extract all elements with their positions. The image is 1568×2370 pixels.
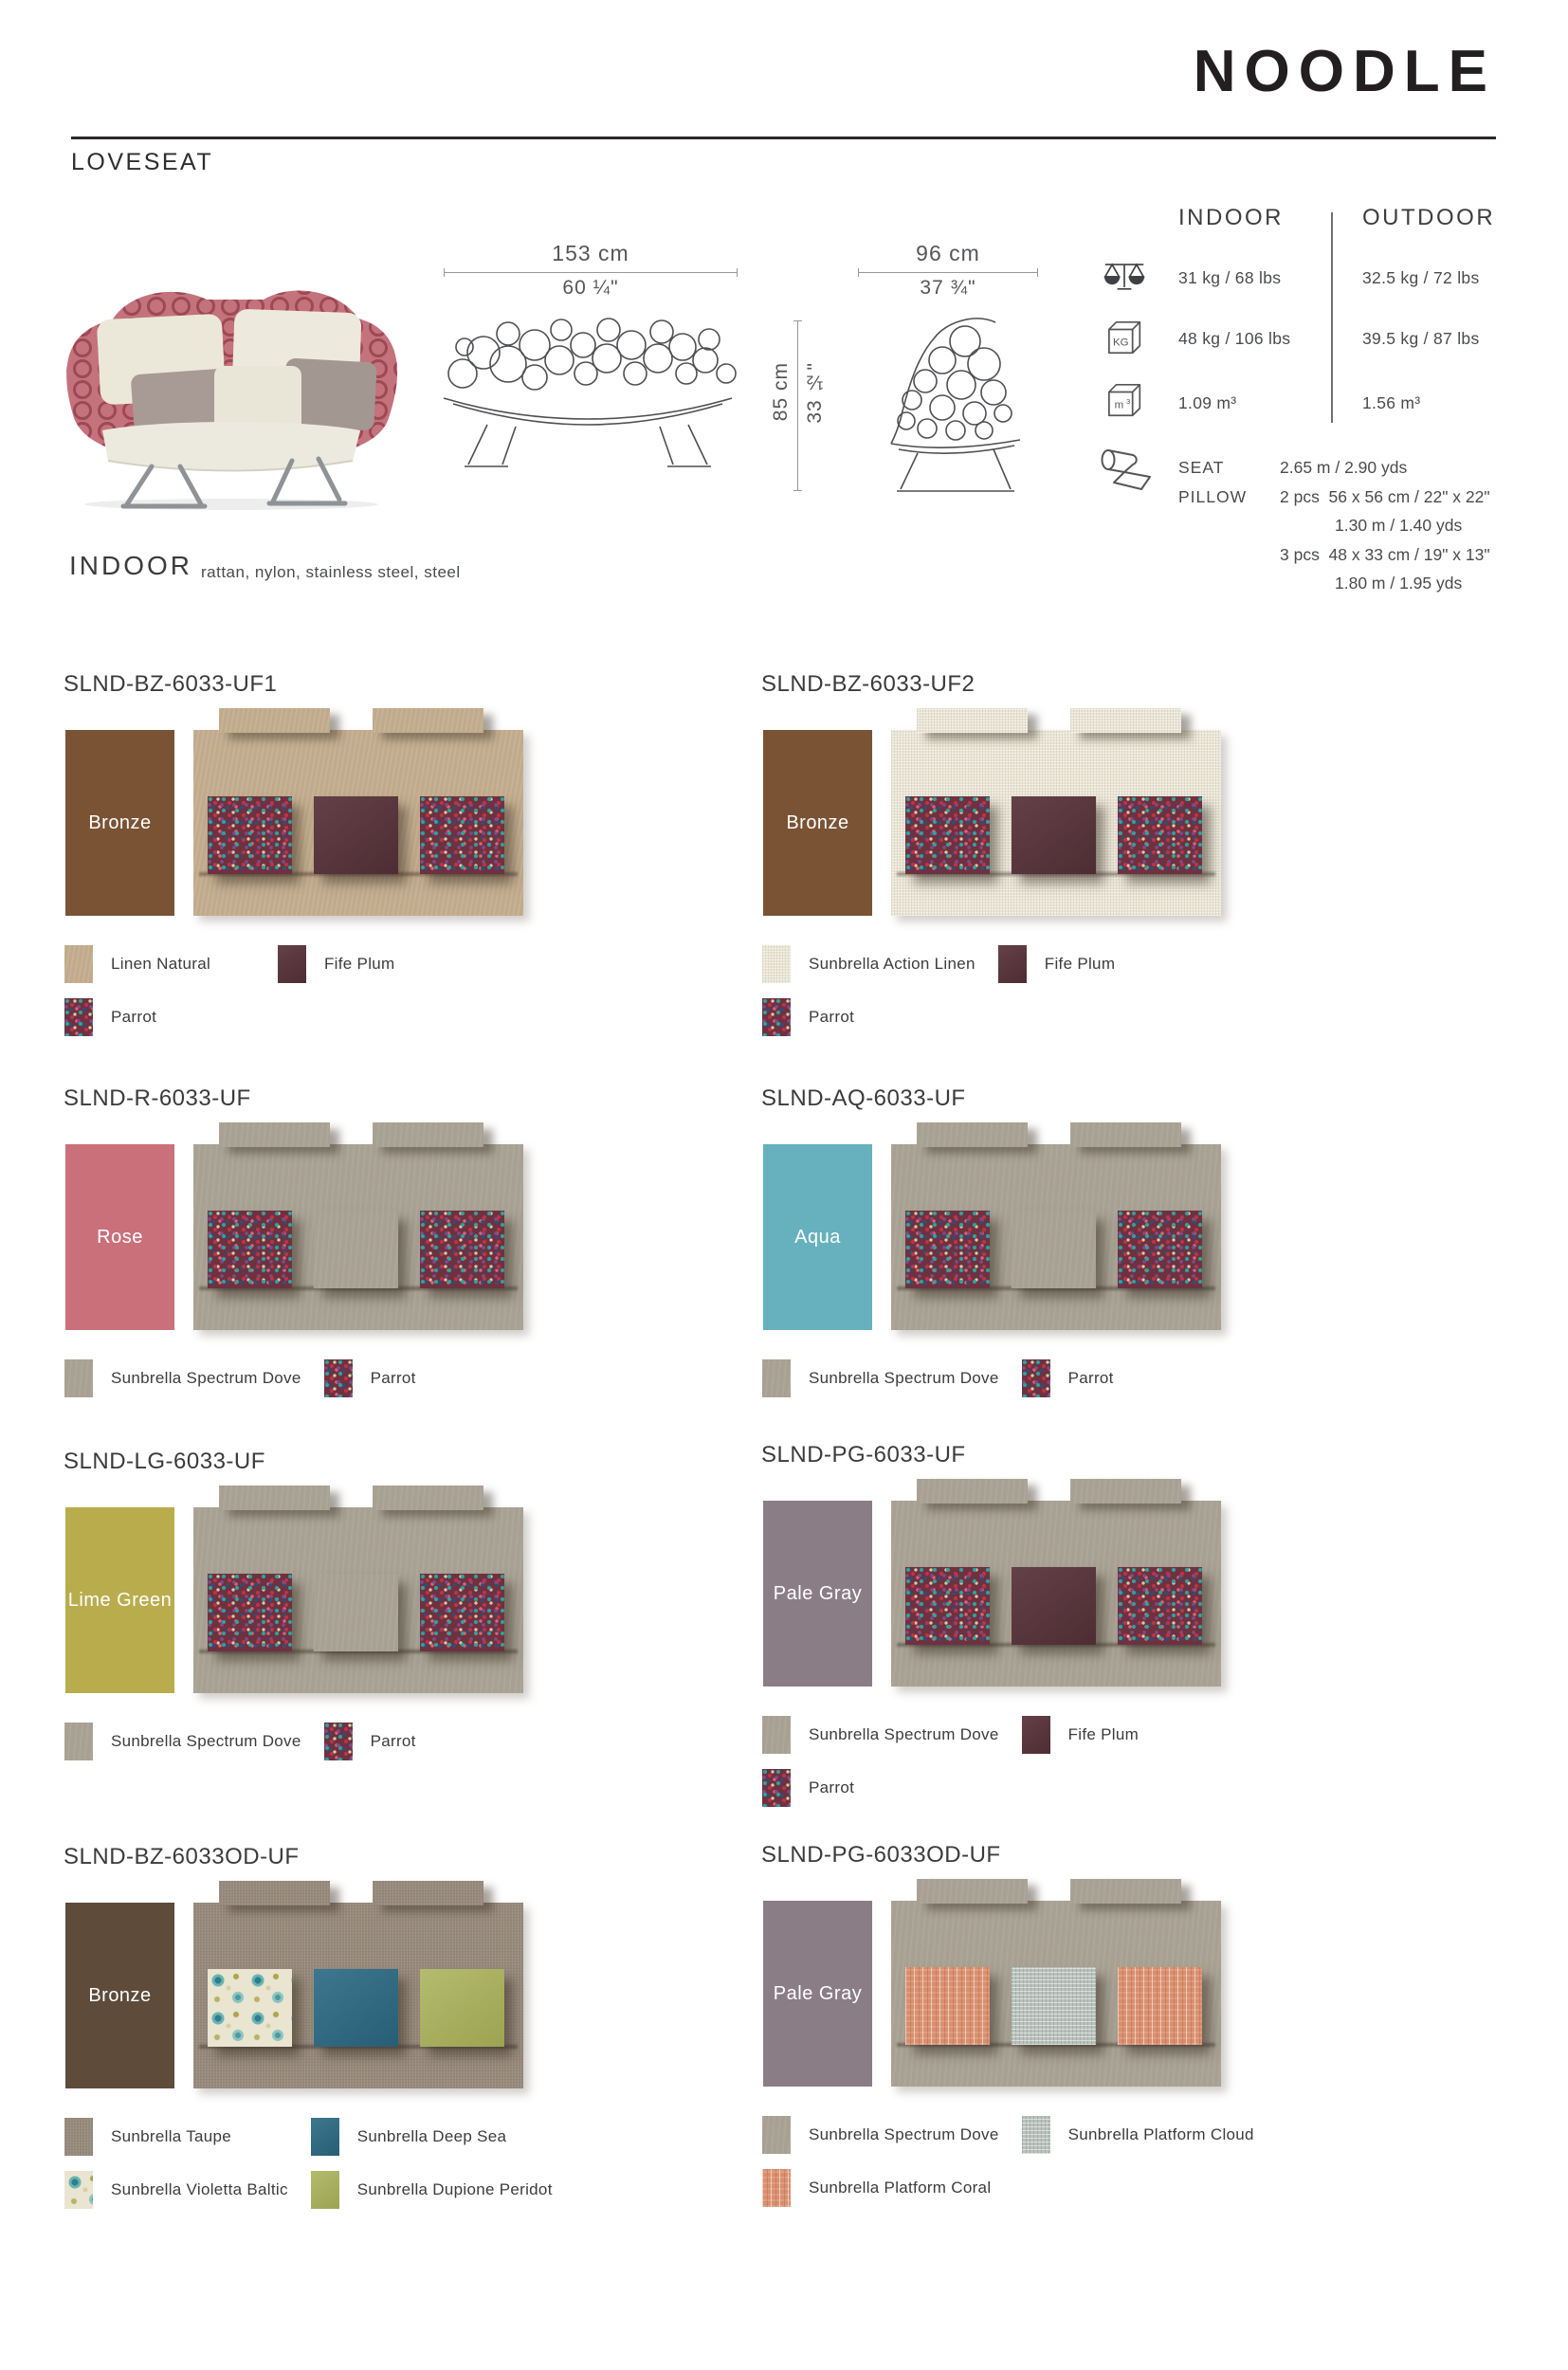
frame-color-label: Bronze [88, 1984, 152, 2006]
pillow-swatch [1118, 796, 1202, 874]
legend-swatch [311, 2171, 339, 2209]
fabric-composite [891, 1479, 1221, 1686]
variant-sku: SLND-BZ-6033-UF2 [761, 671, 975, 697]
front-view-drawing [428, 305, 751, 476]
fabric-legend [64, 1723, 439, 1776]
fabric-row-text: 1.30 m / 1.40 yds [1335, 516, 1463, 535]
legend-item [64, 945, 278, 983]
legend-item [1022, 1716, 1162, 1754]
legend-label: Parrot [809, 1778, 855, 1796]
backrest-tab [219, 708, 330, 733]
frame-color-swatch [65, 1903, 174, 2088]
weight-indoor: 31 kg / 68 lbs [1178, 268, 1282, 287]
fabric-legend [762, 945, 1138, 1051]
legend-label: Sunbrella Dupione Peridot [356, 2180, 553, 2198]
backrest-tab [373, 1486, 483, 1510]
backrest-tab [1070, 1122, 1181, 1147]
fabric-row [1178, 487, 1567, 507]
pillow-swatch [314, 1211, 398, 1288]
fabric-row [1178, 545, 1567, 565]
legend-item [64, 1723, 324, 1760]
legend-swatch [324, 1723, 353, 1760]
height-metric: 85 cm [770, 362, 792, 422]
fabric-roll-icon [1098, 447, 1153, 491]
legend-swatch [762, 1716, 791, 1754]
pillow-swatch [1118, 1211, 1202, 1288]
legend-item [762, 2116, 1022, 2154]
legend-label: Parrot [1067, 1369, 1114, 1387]
pillow-swatch [905, 1967, 990, 2045]
fabric-row-label: PILLOW [1178, 487, 1248, 506]
variant-sku: SLND-BZ-6033-UF1 [64, 671, 278, 697]
legend-swatch [64, 1723, 93, 1760]
fabric-row [1178, 516, 1567, 536]
fabric-row-label [1178, 516, 1280, 536]
fabric-composite [891, 708, 1221, 916]
backrest-tab [1070, 1879, 1181, 1904]
variant-sku: SLND-LG-6033-UF [64, 1449, 265, 1474]
pillow-swatch [1118, 1567, 1202, 1645]
packed-weight-outdoor: 39.5 kg / 87 lbs [1362, 329, 1480, 348]
legend-label: Sunbrella Spectrum Dove [809, 1725, 999, 1743]
legend-swatch [998, 945, 1027, 983]
variant-sku: SLND-PG-6033-UF [761, 1442, 966, 1468]
variant-sku: SLND-PG-6033OD-UF [761, 1842, 1001, 1868]
backrest-tab [373, 1122, 483, 1147]
legend-swatch [64, 2171, 93, 2209]
variant-card [64, 1085, 580, 1476]
kg-cube-icon [1105, 319, 1147, 358]
legend-item [1022, 2116, 1277, 2154]
frame-color-label: Aqua [794, 1226, 841, 1248]
svg-text:m: m [1114, 399, 1124, 411]
specs-col-indoor: INDOOR [1178, 205, 1284, 230]
legend-label: Parrot [809, 1008, 855, 1026]
pillow-swatch [1012, 1211, 1096, 1288]
legend-item [64, 2118, 311, 2156]
pillow-swatch [905, 1211, 990, 1288]
legend-label: Parrot [370, 1732, 416, 1750]
backrest-tab [1070, 708, 1181, 733]
variant-card [64, 1844, 580, 2234]
legend-swatch [64, 945, 93, 983]
legend-label: Fife Plum [1044, 955, 1116, 973]
legend-label: Sunbrella Platform Cloud [1067, 2125, 1254, 2143]
fabric-composite [193, 1881, 523, 2088]
fabric-row-label [1178, 545, 1280, 565]
pillow-swatch [314, 1574, 398, 1651]
category-title: INDOOR [69, 551, 192, 580]
legend-label: Sunbrella Action Linen [809, 955, 975, 973]
legend-label: Sunbrella Spectrum Dove [111, 1369, 301, 1387]
volume-outdoor: 1.56 m³ [1362, 393, 1421, 412]
variant-sku: SLND-R-6033-UF [64, 1085, 251, 1111]
pillow-swatch [208, 796, 292, 874]
volume-indoor: 1.09 m³ [1178, 393, 1237, 412]
depth-dimension [858, 241, 1038, 300]
specs-col-outdoor: OUTDOOR [1362, 205, 1496, 230]
page-title: LOVESEAT [71, 149, 214, 175]
fabric-row-label: SEAT [1178, 458, 1225, 477]
variant-card [761, 1085, 1278, 1476]
backrest-tab [219, 1486, 330, 1510]
legend-swatch [762, 2169, 791, 2207]
pillow-swatch [208, 1574, 292, 1651]
variant-card [761, 1442, 1278, 1832]
legend-swatch [762, 2116, 791, 2154]
weight-outdoor: 32.5 kg / 72 lbs [1362, 268, 1480, 287]
frame-color-label: Pale Gray [773, 1582, 863, 1604]
legend-item [311, 2171, 575, 2209]
svg-text:3: 3 [1126, 396, 1131, 406]
frame-color-swatch [763, 1501, 872, 1686]
frame-color-label: Bronze [786, 811, 849, 833]
fabric-legend [762, 1716, 1161, 1822]
frame-color-swatch [65, 1144, 174, 1330]
fabric-legend [64, 2118, 575, 2224]
variant-sku: SLND-BZ-6033OD-UF [64, 1844, 300, 1869]
fabric-row-text: 2 pcs 56 x 56 cm / 22" x 22" [1280, 487, 1490, 506]
depth-metric: 96 cm [916, 241, 980, 265]
legend-label: Sunbrella Taupe [111, 2127, 232, 2145]
legend-item [998, 945, 1139, 983]
product-photo [46, 233, 417, 510]
backrest-tab [917, 1122, 1028, 1147]
pillow-swatch [420, 796, 504, 874]
frame-color-swatch [65, 730, 174, 916]
fabric-composite [891, 1122, 1221, 1330]
fabric-row-text: 1.80 m / 1.95 yds [1335, 574, 1463, 592]
backrest-tab [219, 1881, 330, 1905]
frame-color-swatch [65, 1507, 174, 1693]
pillow-swatch [314, 1969, 398, 2047]
frame-color-swatch [763, 1901, 872, 2087]
legend-label: Sunbrella Deep Sea [356, 2127, 507, 2145]
legend-label: Parrot [370, 1369, 416, 1387]
backrest-tab [219, 1122, 330, 1147]
pillow-swatch [420, 1969, 504, 2047]
legend-label: Sunbrella Platform Coral [809, 2179, 992, 2197]
fabric-composite [193, 708, 523, 916]
legend-label: Fife Plum [1067, 1725, 1140, 1743]
fabric-row-text: 2.65 m / 2.90 yds [1280, 458, 1408, 477]
legend-item [64, 998, 278, 1036]
fabric-composite [193, 1122, 523, 1330]
backrest-tab [917, 708, 1028, 733]
variant-card [761, 671, 1278, 1062]
category-materials: rattan, nylon, stainless steel, steel [201, 563, 461, 581]
legend-item [762, 945, 998, 983]
frame-color-label: Rose [97, 1226, 143, 1248]
height-imperial: 33 ½" [804, 362, 826, 424]
pillow-swatch [208, 1211, 292, 1288]
legend-label: Sunbrella Spectrum Dove [809, 2125, 999, 2143]
width-metric: 153 cm [552, 241, 629, 265]
backrest-tab [917, 1479, 1028, 1504]
variant-card [761, 1842, 1278, 2233]
pillow-swatch [208, 1969, 292, 2047]
fabric-legend [762, 1359, 1137, 1413]
legend-swatch [324, 1359, 353, 1397]
backrest-tab [1070, 1479, 1181, 1504]
fabric-row-label [1178, 574, 1280, 593]
width-dimension-line [444, 272, 738, 273]
variant-card [64, 1449, 580, 1839]
legend-swatch [762, 1359, 791, 1397]
legend-label: Sunbrella Violetta Baltic [111, 2180, 288, 2198]
collection-title: NOODLE [1193, 39, 1496, 104]
legend-item [311, 2118, 575, 2156]
legend-item [324, 1723, 439, 1760]
pillow-swatch [1012, 796, 1096, 874]
variant-sku: SLND-AQ-6033-UF [761, 1085, 966, 1111]
legend-item [324, 1359, 439, 1397]
legend-swatch [762, 945, 791, 983]
side-view-drawing [851, 305, 1050, 500]
legend-item [762, 1769, 1022, 1807]
pillow-swatch [420, 1574, 504, 1651]
fabric-composite [193, 1486, 523, 1693]
depth-dimension-line [858, 272, 1038, 273]
legend-item [762, 1359, 1022, 1397]
svg-text:KG: KG [1113, 337, 1129, 349]
legend-item [278, 945, 418, 983]
fabric-composite [891, 1879, 1221, 2087]
depth-imperial: 37 ¾" [920, 277, 976, 299]
pillow-swatch [905, 1567, 990, 1645]
legend-swatch [64, 998, 93, 1036]
legend-label: Parrot [111, 1008, 157, 1026]
fabric-row-text: 3 pcs 48 x 33 cm / 19" x 13" [1280, 545, 1490, 564]
frame-color-swatch [763, 1144, 872, 1330]
width-dimension [444, 241, 738, 300]
fabric-legend [64, 945, 418, 1051]
legend-item [64, 2171, 311, 2209]
fabric-row [1178, 458, 1567, 478]
legend-item [762, 2169, 1022, 2207]
header-rule [71, 137, 1496, 139]
legend-label: Sunbrella Spectrum Dove [809, 1369, 999, 1387]
legend-swatch [278, 945, 306, 983]
pillow-swatch [420, 1211, 504, 1288]
legend-swatch [1022, 2116, 1050, 2154]
packed-weight-indoor: 48 kg / 106 lbs [1178, 329, 1291, 348]
legend-label: Fife Plum [324, 955, 395, 973]
pillow-swatch [905, 796, 990, 874]
legend-item [762, 1716, 1022, 1754]
legend-item [1022, 1359, 1137, 1397]
frame-color-label: Pale Gray [773, 1982, 863, 2004]
legend-swatch [311, 2118, 339, 2156]
legend-label: Linen Natural [111, 955, 211, 973]
variant-card [64, 671, 580, 1062]
frame-color-label: Lime Green [67, 1589, 173, 1611]
legend-swatch [64, 1359, 93, 1397]
frame-color-label: Bronze [88, 811, 152, 833]
pillow-swatch [1012, 1567, 1096, 1645]
backrest-tab [373, 1881, 483, 1905]
legend-swatch [1022, 1716, 1050, 1754]
legend-swatch [762, 1769, 791, 1807]
legend-swatch [1022, 1359, 1050, 1397]
legend-swatch [64, 2118, 93, 2156]
fabric-legend [64, 1359, 439, 1413]
height-dimension-line [797, 320, 798, 491]
specs-divider [1331, 212, 1333, 423]
legend-item [64, 1359, 324, 1397]
scale-icon [1103, 258, 1146, 294]
pillow-swatch [1012, 1967, 1096, 2045]
width-imperial: 60 ¼" [562, 277, 619, 299]
legend-item [762, 998, 998, 1036]
legend-label: Sunbrella Spectrum Dove [111, 1732, 301, 1750]
volume-cube-icon [1105, 381, 1147, 421]
fabric-legend [762, 2116, 1277, 2222]
fabric-row [1178, 574, 1567, 593]
backrest-tab [373, 708, 483, 733]
pillow-swatch [314, 796, 398, 874]
backrest-tab [917, 1879, 1028, 1904]
legend-swatch [762, 998, 791, 1036]
pillow-swatch [1118, 1967, 1202, 2045]
frame-color-swatch [763, 730, 872, 916]
